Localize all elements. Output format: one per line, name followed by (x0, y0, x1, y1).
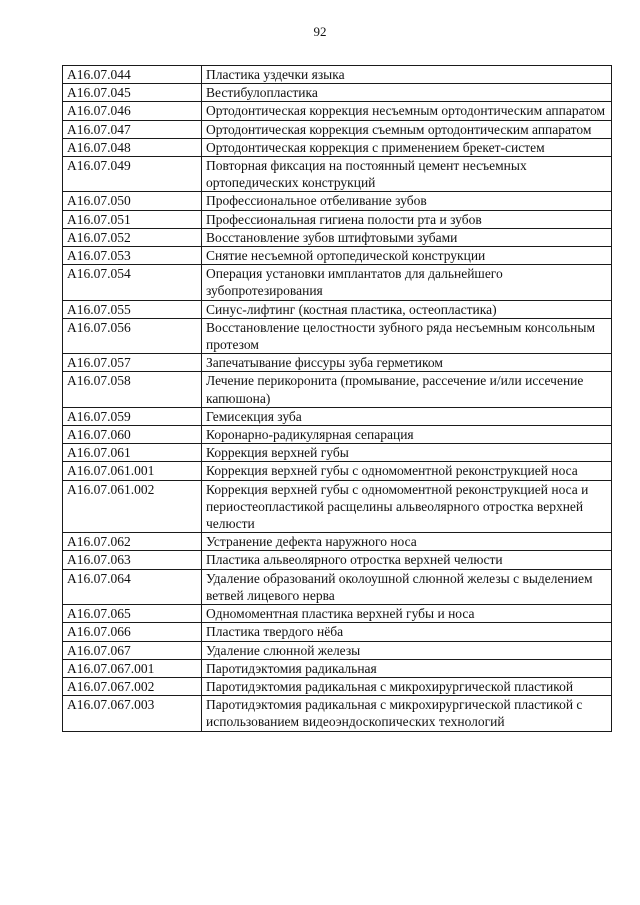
procedure-name: Операция установки имплантатов для дальнейшего зубопротезирования (202, 265, 612, 300)
procedure-code: A16.07.067.002 (63, 677, 202, 695)
table-row (63, 318, 612, 353)
table-row (63, 300, 612, 318)
procedure-name: Одномоментная пластика верхней губы и носа (202, 605, 612, 623)
procedure-name: Удаление образований околоушной слюнной железы с выделением ветвей лицевого нерва (202, 569, 612, 604)
table-row (63, 192, 612, 210)
procedure-name: Восстановление целостности зубного ряда несъемным консольным протезом (202, 318, 612, 353)
table-row (63, 623, 612, 641)
procedure-name: Устранение дефекта наружного носа (202, 533, 612, 551)
procedure-name: Коррекция верхней губы с одномоментной реконструкцией носа и периостеопластикой расщелины альвеолярного отростка верхней челюсти (202, 480, 612, 533)
table-row (63, 569, 612, 604)
procedure-code: A16.07.056 (63, 318, 202, 353)
table-row (63, 265, 612, 300)
table-row (63, 157, 612, 192)
table-row (63, 210, 612, 228)
table-row (63, 247, 612, 265)
procedure-name: Коррекция верхней губы (202, 444, 612, 462)
procedure-name: Пластика уздечки языка (202, 66, 612, 84)
procedure-name: Вестибулопластика (202, 84, 612, 102)
procedure-code: A16.07.053 (63, 247, 202, 265)
procedure-code: A16.07.048 (63, 138, 202, 156)
procedure-name: Паротидэктомия радикальная с микрохирургической пластикой (202, 677, 612, 695)
procedure-code: A16.07.066 (63, 623, 202, 641)
procedure-code: A16.07.067.001 (63, 659, 202, 677)
procedure-code: A16.07.047 (63, 120, 202, 138)
procedure-code-table (62, 65, 612, 732)
procedure-code: A16.07.055 (63, 300, 202, 318)
procedure-code: A16.07.067.003 (63, 696, 202, 731)
procedure-name: Снятие несъемной ортопедической конструкции (202, 247, 612, 265)
procedure-code: A16.07.061.002 (63, 480, 202, 533)
table-row (63, 407, 612, 425)
table-row (63, 659, 612, 677)
procedure-code: A16.07.061 (63, 444, 202, 462)
table-row (63, 354, 612, 372)
table-row (63, 372, 612, 407)
table-row (63, 84, 612, 102)
procedure-code: A16.07.063 (63, 551, 202, 569)
procedure-name: Запечатывание фиссуры зуба герметиком (202, 354, 612, 372)
procedure-code: A16.07.058 (63, 372, 202, 407)
procedure-code: A16.07.057 (63, 354, 202, 372)
table-row (63, 228, 612, 246)
table-row (63, 462, 612, 480)
procedure-code: A16.07.062 (63, 533, 202, 551)
procedure-code: A16.07.050 (63, 192, 202, 210)
procedure-name: Пластика твердого нёба (202, 623, 612, 641)
procedure-code: A16.07.044 (63, 66, 202, 84)
table-row (63, 641, 612, 659)
table-row (63, 696, 612, 731)
page-number: 92 (313, 24, 327, 39)
procedure-name: Коррекция верхней губы с одномоментной реконструкцией носа (202, 462, 612, 480)
table-row (63, 444, 612, 462)
procedure-code: A16.07.065 (63, 605, 202, 623)
procedure-name: Ортодонтическая коррекция съемным ортодонтическим аппаратом (202, 120, 612, 138)
procedure-code: A16.07.045 (63, 84, 202, 102)
procedure-name: Повторная фиксация на постоянный цемент несъемных ортопедических конструкций (202, 157, 612, 192)
procedure-code: A16.07.059 (63, 407, 202, 425)
procedure-name: Паротидэктомия радикальная (202, 659, 612, 677)
table-row (63, 102, 612, 120)
table-row (63, 605, 612, 623)
table-row (63, 66, 612, 84)
table-row (63, 551, 612, 569)
procedure-name: Коронарно-радикулярная сепарация (202, 426, 612, 444)
table-body (63, 66, 612, 732)
procedure-code: A16.07.049 (63, 157, 202, 192)
procedure-code: A16.07.061.001 (63, 462, 202, 480)
procedure-name: Профессиональная гигиена полости рта и зубов (202, 210, 612, 228)
procedure-name: Паротидэктомия радикальная с микрохирургической пластикой с использованием видеоэндоскопических технологий (202, 696, 612, 731)
procedure-code: A16.07.052 (63, 228, 202, 246)
table-row (63, 533, 612, 551)
procedure-code: A16.07.064 (63, 569, 202, 604)
procedure-code: A16.07.067 (63, 641, 202, 659)
procedure-name: Профессиональное отбеливание зубов (202, 192, 612, 210)
procedure-name: Пластика альвеолярного отростка верхней челюсти (202, 551, 612, 569)
procedure-name: Восстановление зубов штифтовыми зубами (202, 228, 612, 246)
procedure-name: Синус-лифтинг (костная пластика, остеопластика) (202, 300, 612, 318)
procedure-name: Удаление слюнной железы (202, 641, 612, 659)
procedure-name: Гемисекция зуба (202, 407, 612, 425)
procedure-code: A16.07.051 (63, 210, 202, 228)
procedure-code: A16.07.054 (63, 265, 202, 300)
procedure-code: A16.07.046 (63, 102, 202, 120)
table-row (63, 138, 612, 156)
table-row (63, 426, 612, 444)
procedure-name: Ортодонтическая коррекция с применением брекет-систем (202, 138, 612, 156)
table-row (63, 677, 612, 695)
procedure-code: A16.07.060 (63, 426, 202, 444)
table-row (63, 480, 612, 533)
procedure-name: Ортодонтическая коррекция несъемным ортодонтическим аппаратом (202, 102, 612, 120)
procedure-name: Лечение перикоронита (промывание, рассечение и/или иссечение капюшона) (202, 372, 612, 407)
table-row (63, 120, 612, 138)
